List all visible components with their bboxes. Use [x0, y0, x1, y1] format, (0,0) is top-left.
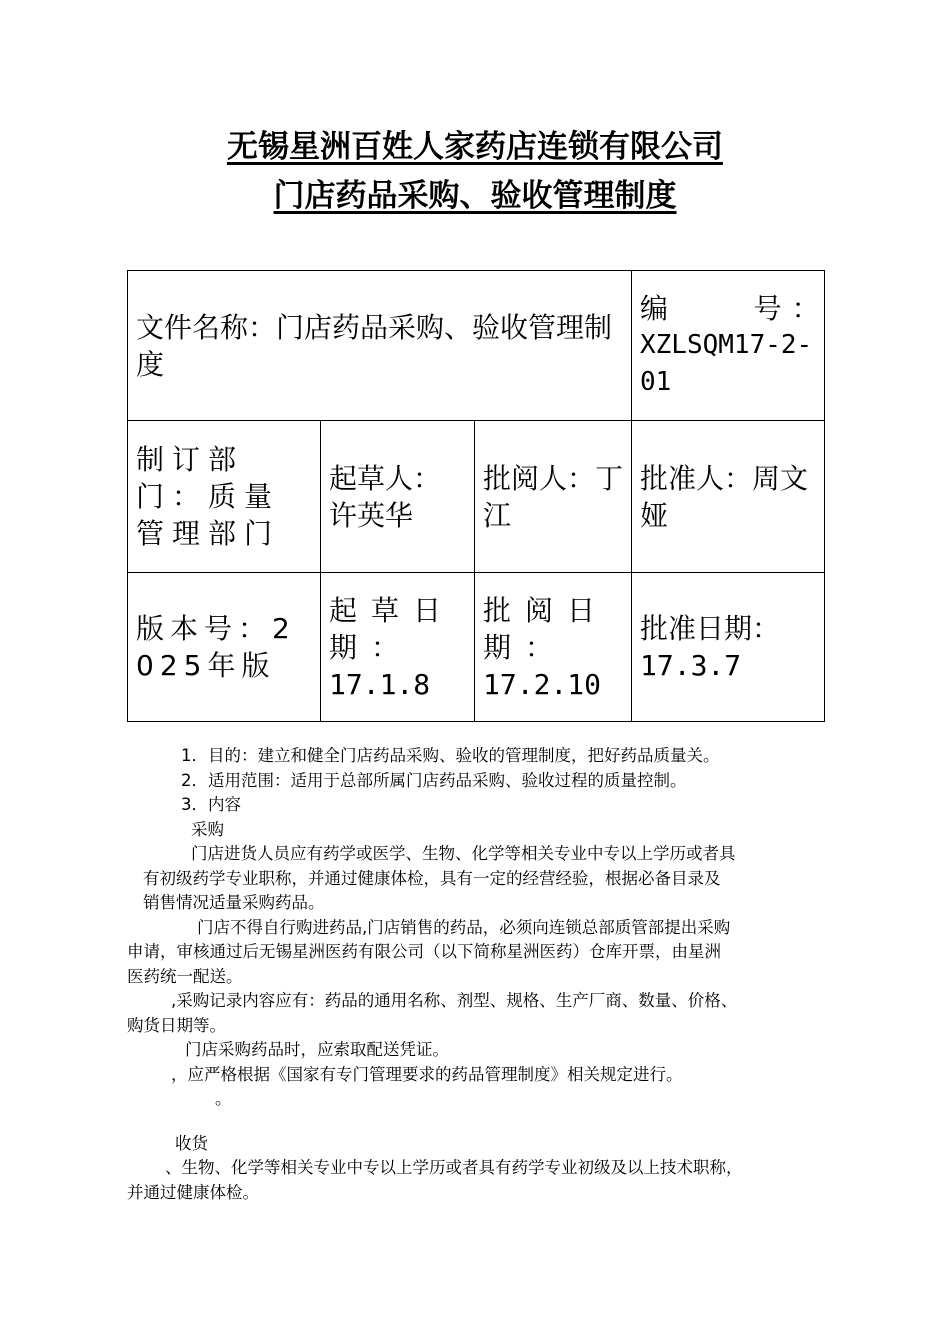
review-date-value: 17.2.10: [483, 667, 602, 701]
document-body: [127, 744, 837, 1205]
purchase-paragraph-5: ，应严格根据《国家有专门管理要求的药品管理制度》相关规定进行。: [171, 1064, 683, 1084]
section-scope: 2．适用范围：适用于总部所属门店药品采购、验收过程的质量控制。: [181, 770, 687, 790]
review-date-label: 批阅日期：: [483, 593, 610, 664]
info-row-file: [128, 271, 825, 421]
purchase-paragraph-2-line1: 门店不得自行购进药品,门店销售的药品，必须向连锁总部质管部提出采购: [197, 917, 731, 937]
purchase-heading: 采购: [191, 819, 224, 839]
approve-date-label: 批准日期：: [640, 612, 781, 645]
document-number-label: 编 号：: [640, 292, 830, 325]
purchase-paragraph-1-line3: 销售情况适量采购药品。: [143, 893, 325, 912]
approve-date-value: 17.3.7: [640, 649, 742, 682]
review-date-cell: [475, 573, 632, 722]
receive-paragraph-1-line1: 、生物、化学等相关专业中专以上学历或者具有药学专业初级及以上技术职称，: [165, 1158, 743, 1177]
receive-heading: 收货: [175, 1133, 208, 1153]
version-cell: 版本号：2025年版: [128, 573, 321, 722]
document-number-value: XZLSQM17-2-01: [640, 330, 813, 397]
purchase-paragraph-2-line2: 申请，审核通过后无锡星洲医药有限公司（以下简称星洲医药）仓库开票，由星洲: [127, 942, 721, 961]
purchase-paragraph-4: 门店采购药品时，应索取配送凭证。: [185, 1040, 449, 1059]
purchase-paragraph-1-line2: 有初级药学专业职称，并通过健康体检，具有一定的经营经验，根据必备目录及: [143, 868, 721, 888]
document-title: 无锡星洲百姓人家药店连锁有限公司: [227, 129, 723, 165]
drafter-cell: 起草人：许英华: [321, 421, 475, 573]
purchase-paragraph-6: 。: [215, 1089, 232, 1108]
document-info-table: [127, 270, 830, 722]
section-content: 3．内容: [181, 795, 241, 814]
receive-paragraph-1-line2: 并通过健康体检。: [127, 1182, 259, 1202]
document-subtitle: 门店药品采购、验收管理制度: [273, 178, 677, 214]
info-row-dates: [128, 573, 825, 722]
approver-cell: 批准人：周文娅: [632, 421, 825, 573]
purchase-paragraph-3-line1: ,采购记录内容应有：药品的通用名称、剂型、规格、生产厂商、数量、价格、: [171, 991, 738, 1010]
purchase-paragraph-2-line3: 医药统一配送。: [127, 966, 243, 986]
draft-date-label: 起草日期：: [329, 593, 456, 664]
reviewer-cell: 批阅人：丁江: [475, 421, 632, 573]
file-name-cell: 文件名称：门店药品采购、验收管理制度: [128, 271, 632, 421]
section-purpose: 1．目的：建立和健全门店药品采购、验收的管理制度，把好药品质量关。: [181, 746, 720, 765]
document-number-cell: [632, 271, 830, 421]
info-row-people: [128, 421, 825, 573]
approve-date-cell: [632, 573, 825, 722]
department-cell: 制订部门：质量管理部门: [128, 421, 321, 573]
draft-date-value: 17.1.8: [329, 667, 431, 701]
purchase-paragraph-3-line2: 购货日期等。: [127, 1015, 226, 1035]
purchase-paragraph-1-line1: 门店进货人员应有药学或医学、生物、化学等相关专业中专以上学历或者具: [191, 844, 736, 863]
draft-date-cell: [321, 573, 475, 722]
blank-line: [127, 1112, 837, 1132]
